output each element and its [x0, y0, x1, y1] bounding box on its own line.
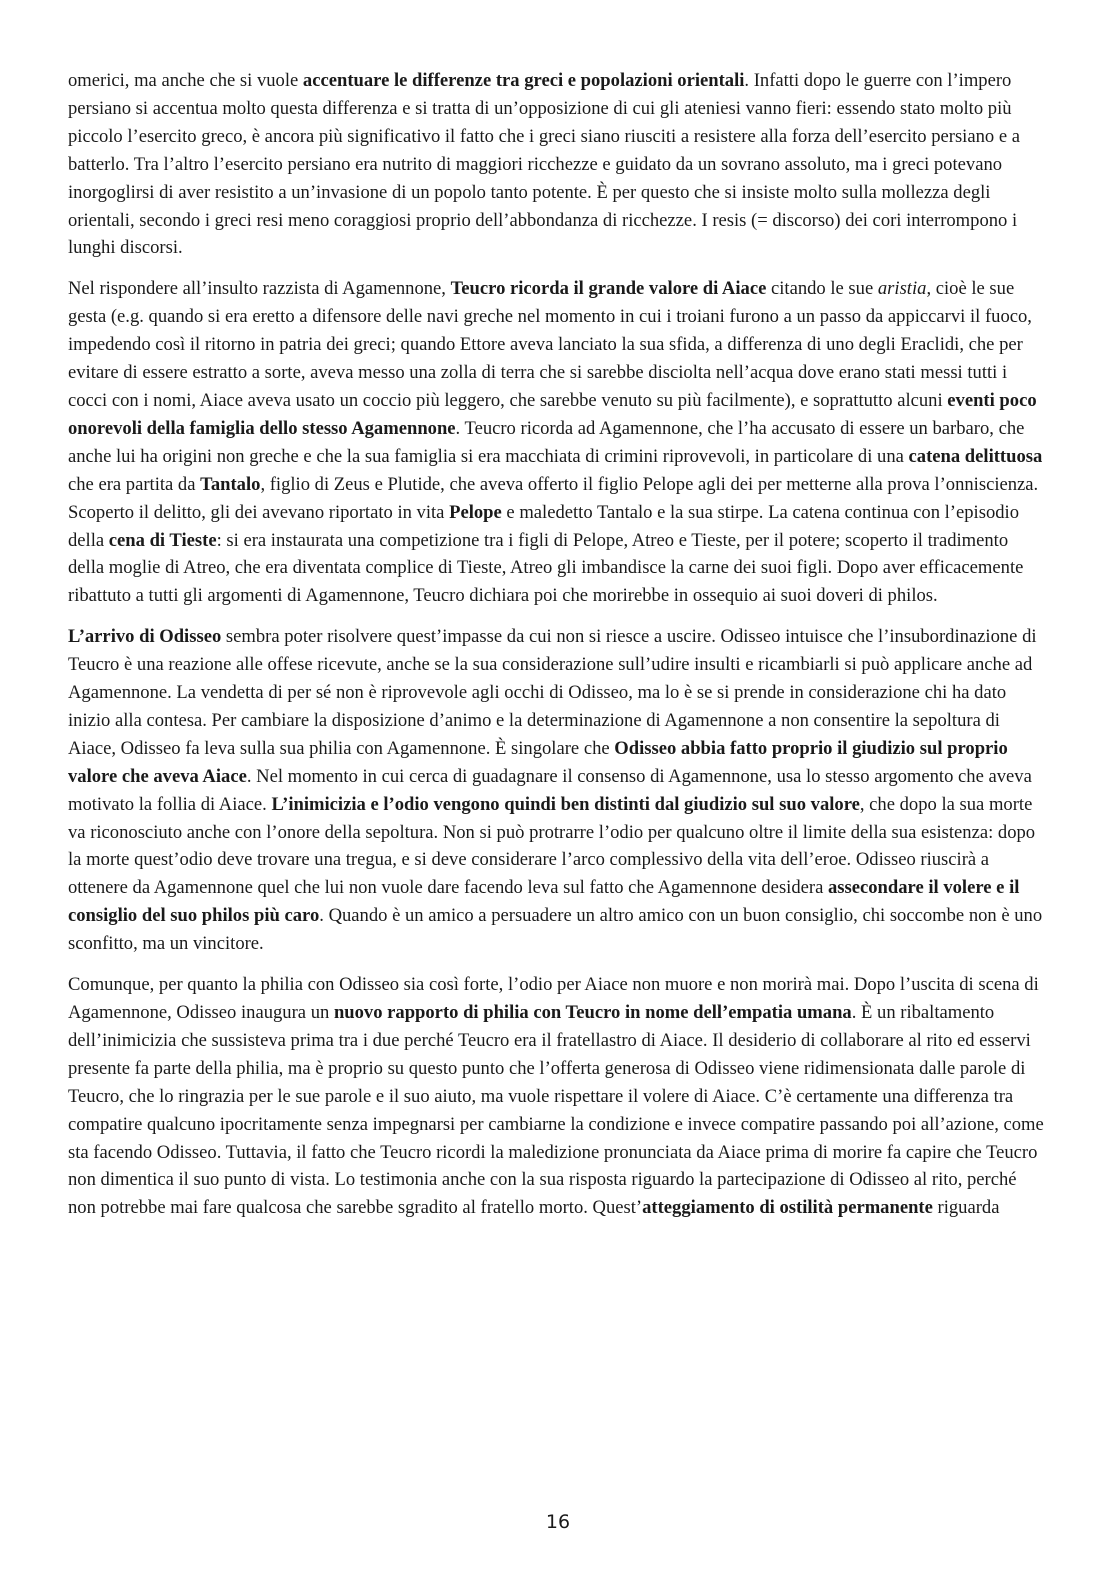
text-run: riguarda [932, 1197, 1000, 1219]
text-run: , figlio di Zeus e Plutide, che aveva offerto il figlio Pelope agli dei per metterne alla prova l’onniscienza. Scoperto il delitto, gli dei avevano riportato in vita [68, 473, 1039, 523]
text-run: e maledetto Tantalo e la sua stirpe. La catena continua con l’episodio della [68, 501, 1020, 551]
text-run: Comunque, per quanto la philia con Odisseo sia così forte, l’odio per Aiace non muore e non morirà mai. Dopo l’uscita di scena di Agamennone, Odisseo inaugura un [68, 974, 1039, 1023]
body-text [68, 67, 1048, 1235]
bold-text: eventi poco onorevoli della famiglia dello stesso Agamennone [68, 389, 1037, 439]
text-run: . Teucro ricorda ad Agamennone, che l’ha accusato di essere un barbaro, che anche lui ha origini non greche e che la sua famiglia si era macchiata di crimini riprovevoli, in particolare di una [68, 417, 1025, 467]
text-run: citando le sue [766, 278, 878, 300]
text-run: , che dopo la sua morte va riconosciuto anche con l’onore della sepoltura. Non si può protrarre l’odio per qualcuno oltre il limite della sua esistenza: dopo la morte quest’odio deve trovare una tregua, e si deve considerare l’arco complessivo della vita dell’eroe. Odisseo riuscirà a ottenere da Agamennone quel che lui non vuole dare facendo leva sul fatto che Agamennone desidera [68, 793, 1036, 899]
bold-text: L’inimicizia e l’odio vengono quindi ben distinti dal giudizio sul suo valore [271, 793, 860, 815]
text-run: Nel rispondere all’insulto razzista di Agamennone, [68, 278, 451, 300]
bold-text: catena delittuosa [908, 445, 1043, 467]
text-run: . Infatti dopo le guerre con l’impero persiano si accentua molto questa differenza e si tratta di un’opposizione di cui gli ateniesi vanno fieri: essendo stato molto più piccolo l’esercito greco, è ancora più significativo il fatto che i greci siano riusciti a resistere alla forza dell’esercito persiano e a batterlo. Tra l’altro l’esercito persiano era nutrito di maggiori ricchezze e guidato da un sovrano assoluto, ma i greci potevano inorgoglirsi di aver resistito a un’invasione di un popolo tanto potente. È per questo che si insiste molto sulla mollezza degli orientali, secondo i greci resi meno coraggiosi proprio dell’abbondanza di ricchezze. I resis (= discorso) dei cori interrompono i lunghi discorsi. [68, 70, 1020, 259]
text-run: sembra poter risolvere quest’impasse da cui non si riesce a uscire. Odisseo intuisce che l’insubordinazione di Teucro è una reazione alle offese ricevute, anche se la sua considerazione sull’udire insulti e ricambiarli si può applicare anche ad Agamennone. La vendetta di per sé non è riprovevole agli occhi di Odisseo, ma lo è se si prende in considerazione chi ha dato inizio alla contesa. Per cambiare la disposizione d’animo e la determinazione di Agamennone a non consentire la sepoltura di Aiace, Odisseo fa leva sulla sua philia con Agamennone. È singolare che [68, 626, 1037, 759]
page-number: 16 [545, 1511, 571, 1533]
text-run: . È un ribaltamento dell’inimicizia che sussisteva prima tra i due perché Teucro era il fratellastro di Aiace. Il desiderio di collaborare al rito ed esservi presente fa parte della philia, ma è proprio su questo punto che l’offerta generosa di Odisseo viene ridimensionata dalle parole di Teucro, che lo ringrazia per le sue parole e il suo aiuto, ma vuole rispettare il volere di Aiace. C’è certamente una differenza tra compatire qualcuno ipocritamente senza impegnarsi per cambiarne la condizione e invece compatire passando poi all’azione, come sta facendo Odisseo. Tuttavia, il fatto che Teucro ricordi la maledizione pronunciata da Aiace prima di morire fa capire che Teucro non dimentica il suo punto di vista. Lo testimonia anche con la sua risposta riguardo la partecipazione di Odisseo al rito, perché non potrebbe mai fare qualcosa che sarebbe sgradito al fratello morto. Quest’ [68, 1002, 1044, 1219]
paragraph [68, 275, 1048, 610]
text-run: , cioè le sue gesta (e.g. quando si era eretto a difensore delle navi greche nel momento in cui i troiani furono a un passo da appiccarvi il fuoco, impedendo così il ritorno in patria dei greci; quando Ettore aveva lanciato la sua sfida, a differenza di uno degli Eraclidi, che per evitare di essere estratto a sorte, aveva messo una zolla di terra che si sarebbe disciolta nell’acqua dove erano stati messi tutti i cocci con i nomi, Aiace aveva usato un coccio più leggero, che sarebbe venuto su più facilmente), e soprattutto alcuni [68, 278, 1032, 411]
text-run: . Quando è un amico a persuadere un altro amico con un buon consiglio, chi soccombe non è uno sconfitto, ma un vincitore. [68, 905, 1043, 955]
text-run: . Nel momento in cui cerca di guadagnare il consenso di Agamennone, usa lo stesso argomento che aveva motivato la follia di Aiace. [68, 765, 1032, 815]
paragraph [68, 971, 1048, 1222]
bold-text: nuovo rapporto di philia con Teucro in nome dell’empatia umana [333, 1002, 852, 1023]
paragraph [68, 67, 1048, 262]
paragraph [68, 623, 1048, 958]
text-run: omerici, ma anche che si vuole [68, 70, 303, 91]
text-run: che era partita da [68, 473, 201, 495]
bold-text: accentuare le differenze tra greci e popolazioni orientali [302, 70, 745, 91]
bold-text: Pelope [449, 501, 502, 523]
bold-text: L’arrivo di Odisseo [68, 626, 222, 648]
bold-text: atteggiamento di ostilità permanente [642, 1197, 933, 1219]
bold-text: Tantalo [200, 473, 261, 495]
italic-text: aristia [877, 278, 927, 300]
bold-text: Teucro ricorda il grande valore di Aiace [450, 278, 767, 300]
bold-text: Odisseo abbia fatto proprio il giudizio sul proprio valore che aveva Aiace [68, 737, 1008, 787]
bold-text: cena di Tieste [108, 529, 217, 551]
bold-text: assecondare il volere e il consiglio del suo philos più caro [68, 877, 1020, 927]
text-run: : si era instaurata una competizione tra i figli di Pelope, Atreo e Tieste, per il potere; scoperto il tradimento della moglie di Atreo, che era diventata complice di Tieste, Atreo gli imbandisce la carne dei suoi figli. Dopo aver efficacemente ribattuto a tutti gli argomenti di Agamennone, Teucro dichiara poi che morirebbe in ossequio ai suoi doveri di philos. [68, 529, 1024, 607]
